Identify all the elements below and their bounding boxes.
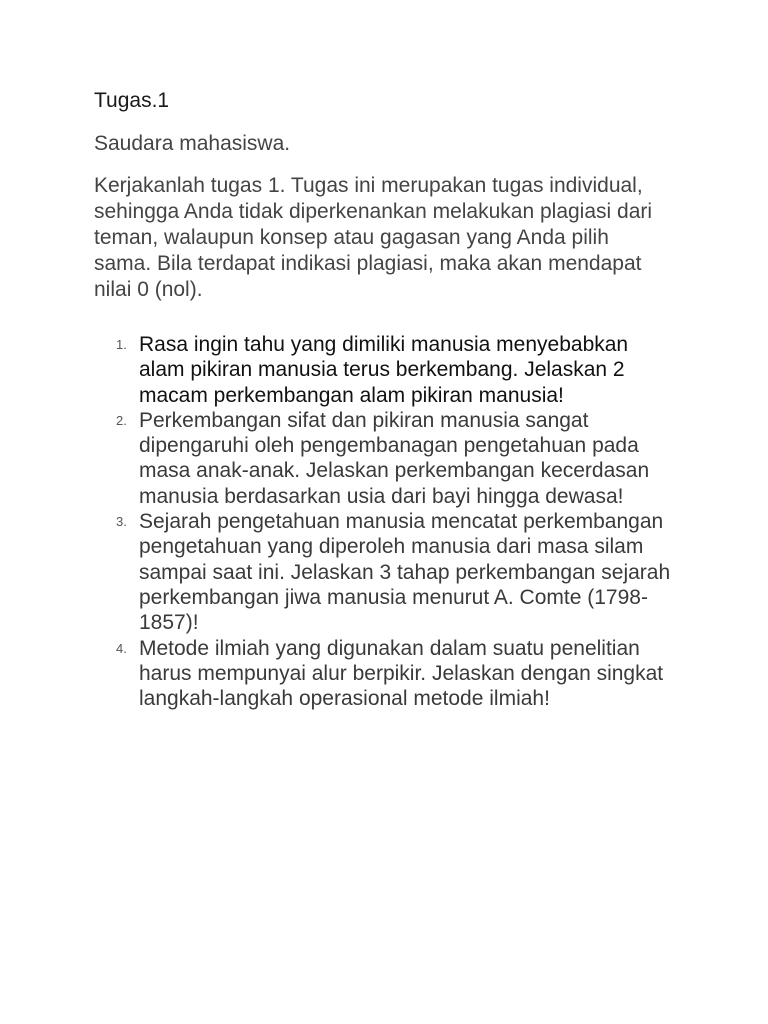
task-text: Rasa ingin tahu yang dimiliki manusia menyebabkan alam pikiran manusia terus berkembang. Jelaskan 2 macam perkembangan alam pikiran manusia! [139, 333, 629, 407]
task-item [0, 509, 679, 635]
task-text: Metode ilmiah yang digunakan dalam suatu penelitian harus mempunyai alur berpikir. Jelaskan dengan singkat langkah-langkah operasional metode ilmiah! [139, 636, 664, 711]
task-text: Perkembangan sifat dan pikiran manusia sangat dipengaruhi oleh pengembanagan pengetahuan pada masa anak-anak. Jelaskan perkembangan kecerdasan manusia berdasarkan usia dari bayi hingga dewasa! [139, 408, 650, 508]
task-number: 3. [116, 514, 127, 530]
task-text: Sejarah pengetahuan manusia mencatat perkembangan pengetahuan yang diperoleh manusia dari masa silam sampai saat ini. Jelaskan 3 tahap perkembangan sejarah perkembangan jiwa manusia menurut A. Comte (1798-1857)! [139, 510, 671, 635]
greeting-text: Saudara mahasiswa. [94, 132, 291, 155]
document-title: Tugas.1 [94, 89, 170, 112]
intro-paragraph: Kerjakanlah tugas 1. Tugas ini merupakan tugas individual, sehingga Anda tidak diperkenankan melakukan plagiasi dari teman, walaupun konsep atau gagasan yang Anda pilih sama. Bila terdapat indikasi plagiasi, maka akan mendapat nilai 0 (nol). [94, 174, 653, 301]
task-list [0, 332, 768, 711]
task-number: 1. [116, 337, 127, 352]
task-item [0, 408, 679, 509]
task-item [0, 636, 679, 712]
task-item [0, 332, 679, 408]
task-number: 2. [116, 412, 127, 428]
task-number: 4. [116, 640, 127, 656]
